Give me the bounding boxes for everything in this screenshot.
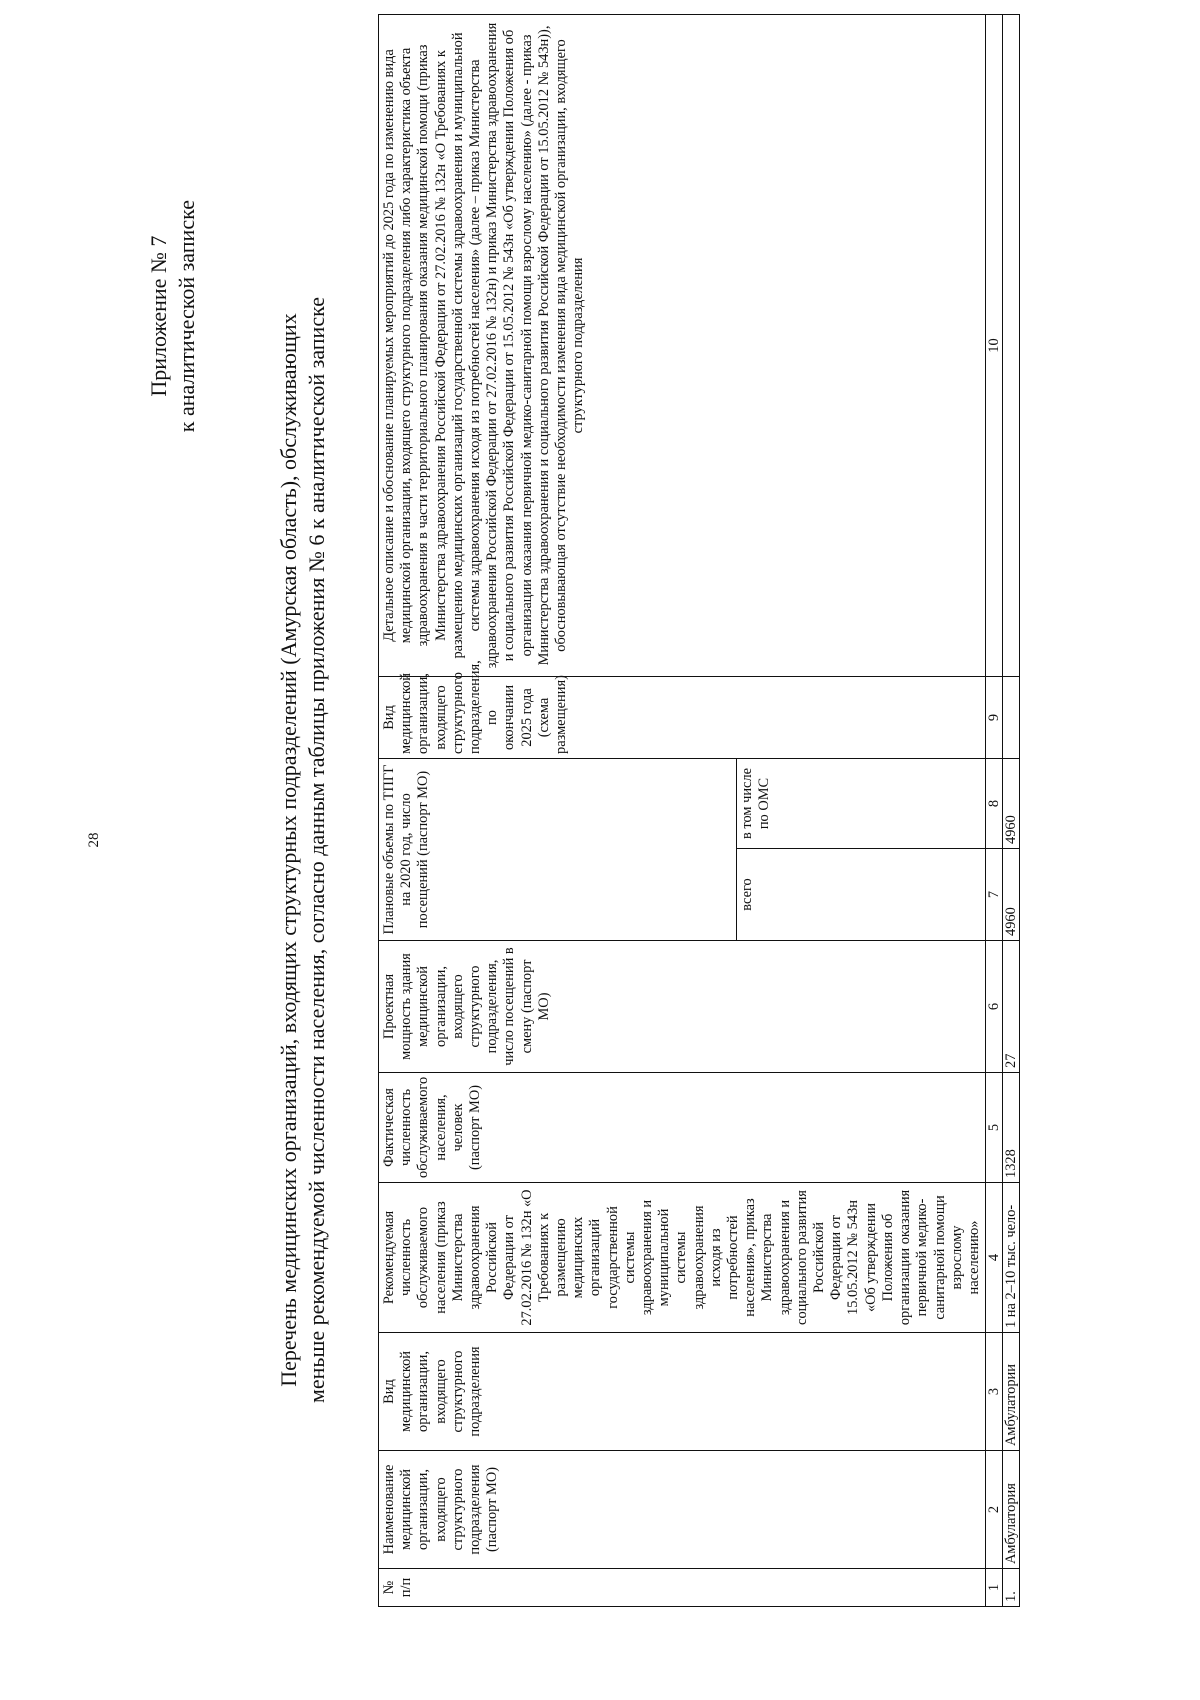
column-number: 9 <box>986 676 1003 758</box>
header-actual-population: Фактическая численность обслуживаемого населения, человек (паспорт МО) <box>379 1073 986 1183</box>
column-number-row <box>986 14 1003 1606</box>
header-planned-total: всего <box>736 849 985 941</box>
header-planned-oms: в том числе по ОМС <box>736 758 985 848</box>
organizations-table <box>378 14 1020 1607</box>
column-number: 3 <box>986 1333 1003 1451</box>
row-planned-oms: 4960 <box>1003 758 1020 848</box>
header-planned-volumes: Плановые объемы по ТПГГ на 2020 год, число посещений (паспорт МО) <box>379 758 737 940</box>
table-row <box>1003 14 1020 1606</box>
column-number: 8 <box>986 758 1003 848</box>
appendix-line-1: Приложение № 7 <box>146 235 171 397</box>
column-number: 5 <box>986 1073 1003 1183</box>
header-number: № п/п <box>379 1569 986 1607</box>
row-type-2025 <box>1003 676 1020 758</box>
page-number: 28 <box>86 832 102 848</box>
header-description: Детальное описание и обоснование планируемых мероприятий до 2025 года по изменению вида медицинской организации, входящего структурного подразделения либо характеристика объекта здравоохранения в части территориального планирования оказания медицинской помощи (приказ Министерства здравоохранения Российской Федерации от 27.02.2016 № 132н «О Требованиях к размещению медицинских организаций государственной системы здравоохранения и муниципальной системы здравоохранения исходя из потребностей населения» (далее – приказ Министерства здравоохранения Российской Федерации от 27.02.2016 № 132н) и приказ Министерства здравоохранения и социального развития Российской Федерации от 15.05.2012 № 543н «Об утверждении Положения об организации оказания первичной медико-санитарной помощи взрослому населению» (далее - приказ Министерства здравоохранения и социального развития Российской Федерации от 15.05.2012 № 543н)), обосновывающая отсутствие необходимости изменения вида медицинской организации, входящего структурного подразделения <box>379 14 986 676</box>
appendix-caption <box>145 200 201 432</box>
header-recommended-population: Рекомендуемая численность обслуживаемого населения (приказ Министерства здравоохранения Российской Федерации от 27.02.2016 № 132н «О Требованиях к размещению медицинских организаций государственной системы здравоохранения и муниципальной системы здравоохранения исходя из потребностей населения», приказ Министерства здравоохранения и социального развития Российской Федерации от 15.05.2012 № 543н «Об утверждении Положения об организации оказания первичной медико-санитарной помощи взрослому населению» <box>379 1183 986 1333</box>
appendix-line-2: к аналитической записке <box>174 200 199 433</box>
column-number: 2 <box>986 1451 1003 1569</box>
row-recommended-population: 1 на 2–10 тыс. чело- <box>1003 1183 1020 1333</box>
header-organization-type: Вид медицинской организации, входящего структурного подразделения <box>379 1333 986 1451</box>
title-line-1: Перечень медицинских организаций, входящих структурных подразделений (Амурская область), обслуживающих <box>276 313 301 1387</box>
row-design-capacity: 27 <box>1003 941 1020 1073</box>
row-number: 1. <box>1003 1569 1020 1607</box>
row-organization-name: Амбулатория <box>1003 1451 1020 1569</box>
header-type-2025: Вид медицинской организации, входящего структурного подразделения, по окончании 2025 года (схема размещения) <box>379 676 986 758</box>
column-number: 4 <box>986 1183 1003 1333</box>
row-planned-total: 4960 <box>1003 849 1020 941</box>
column-number: 6 <box>986 941 1003 1073</box>
column-number: 1 <box>986 1569 1003 1607</box>
header-design-capacity: Проектная мощность здания медицинской организации, входящего структурного подразделения, число посещений в смену (паспорт МО) <box>379 941 986 1073</box>
header-organization-name: Наименование медицинской организации, входящего структурного подразделения (паспорт МО) <box>379 1451 986 1569</box>
row-description <box>1003 14 1020 676</box>
column-number: 10 <box>986 14 1003 676</box>
document-title <box>275 110 331 1590</box>
row-organization-type: Амбулатории <box>1003 1333 1020 1451</box>
column-number: 7 <box>986 849 1003 941</box>
row-actual-population: 1328 <box>1003 1073 1020 1183</box>
title-line-2: меньше рекомендуемой численности населения, согласно данным таблицы приложения № 6 к аналитической записке <box>304 296 329 1404</box>
